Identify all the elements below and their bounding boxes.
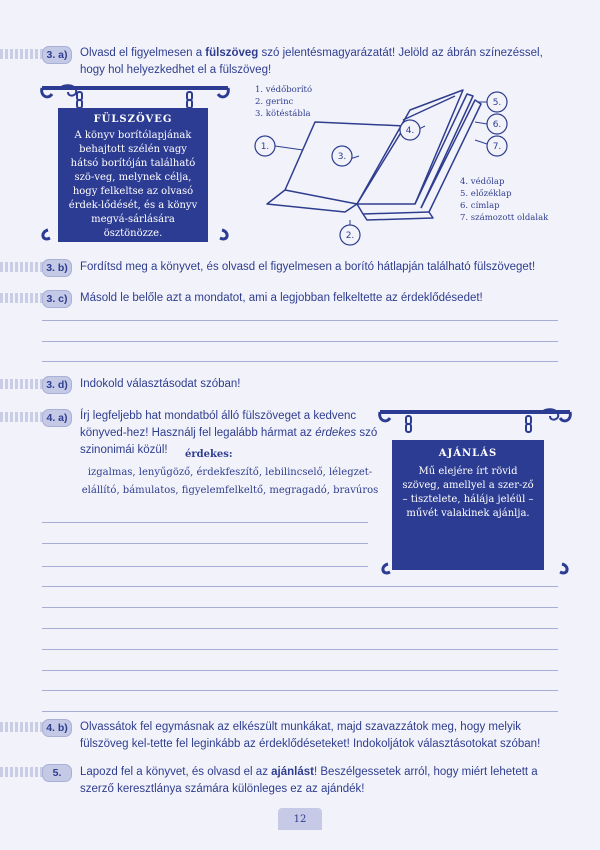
- writing-line[interactable]: [42, 361, 558, 362]
- badge-stripe: [0, 722, 44, 732]
- circle-7: 7.: [492, 142, 502, 152]
- task-5-text-bold: ajánlást: [271, 766, 314, 778]
- badge-stripe: [0, 379, 44, 389]
- task-4a-text-pre: Írj legfeljebb hat mondatból álló fülszöveget a kedvenc könyved-hez! Használj fel legalább hármat az: [80, 410, 357, 439]
- label-cimlap: 6. címlap: [460, 201, 500, 211]
- synonyms-line-1: izgalmas, lenyűgöző, érdekfeszítő, lebilincselő, lélegzet-: [87, 467, 373, 478]
- label-vedoborito: 1. védőborító: [255, 85, 313, 95]
- ajanlas-definition: Mű elejére írt rövid szöveg, amellyel a szer-ző – tisztelete, hálája jeléül – művét valakinek ajánlja.: [402, 466, 534, 519]
- circle-2: 2.: [345, 231, 355, 241]
- task-3c-text: Másold le belőle azt a mondatot, ami a legjobban felkeltette az érdeklődésedet!: [80, 292, 483, 304]
- task-3a-badge: 3. a): [42, 46, 72, 64]
- task-3a-text-post: szó jelentésmagyarázatát! Jelöld az ábrán színezéssel, hogy hol helyezkedhet el a fülszöveg!: [80, 47, 543, 76]
- writing-line[interactable]: [42, 607, 558, 608]
- task-3d-badge: 3. d): [42, 376, 72, 394]
- writing-line[interactable]: [42, 522, 368, 523]
- ajanlas-panel: [392, 440, 544, 570]
- task-4a-text-post: szó szinonimái közül!: [80, 427, 378, 456]
- label-vedolap: 4. védőlap: [460, 177, 505, 187]
- task-3b-text: Fordítsd meg a könyvet, és olvasd el figyelmesen a borító hátlapján található fülszöveget!: [80, 261, 536, 273]
- label-elozeklap: 5. előzéklap: [460, 189, 512, 199]
- writing-line[interactable]: [42, 690, 558, 691]
- task-3a-text-pre: Olvasd el figyelmesen a: [80, 47, 206, 59]
- writing-line[interactable]: [42, 670, 558, 671]
- badge-stripe: [0, 262, 44, 272]
- badge-stripe: [0, 293, 44, 303]
- task-3c-badge: 3. c): [42, 290, 72, 308]
- badge-stripe: [0, 49, 44, 59]
- task-3a-text: [80, 45, 570, 79]
- writing-line[interactable]: [42, 711, 558, 712]
- writing-line[interactable]: [42, 320, 558, 321]
- badge-stripe: [0, 767, 44, 777]
- page-number: 12: [278, 808, 322, 830]
- writing-line[interactable]: [42, 628, 558, 629]
- writing-line[interactable]: [42, 341, 558, 342]
- task-5-badge: 5.: [42, 764, 72, 782]
- writing-line[interactable]: [42, 586, 558, 587]
- circle-4: 4.: [405, 126, 415, 136]
- task-5-text: [80, 764, 570, 798]
- task-3d-text: Indokold választásodat szóban!: [80, 378, 241, 390]
- ajanlas-title: AJÁNLÁS: [438, 448, 498, 459]
- fulszoveg-title: FÜLSZÖVEG: [93, 114, 173, 125]
- circle-3: 3.: [337, 152, 347, 162]
- task-3b-badge: 3. b): [42, 259, 72, 277]
- task-4a-badge: 4. a): [42, 409, 72, 427]
- task-5-text-pre: Lapozd fel a könyvet, és olvasd el az: [80, 766, 272, 778]
- circle-1: 1.: [260, 142, 270, 152]
- fulszoveg-definition: A könyv borítólapjának behajtott szélén vagy hátsó borítóján található szö-veg, melynek célja, hogy felkeltse az olvasó érdek-lődését, és a könyv megvá-sárlására ösztönözze.: [68, 130, 198, 239]
- circle-6: 6.: [492, 120, 502, 130]
- task-5-text-post: ! Beszélgessetek arról, hogy miért lehetett a szerző keresztlánya számára különleges ez az ajándék!: [80, 766, 538, 795]
- task-4a-text-italic: érdekes: [315, 427, 357, 439]
- writing-line[interactable]: [42, 543, 368, 544]
- book-diagram: [245, 80, 515, 250]
- label-kotestabla: 3. kötéstábla: [255, 109, 311, 119]
- synonyms-title: érdekes:: [185, 449, 233, 460]
- task-4b-badge: 4. b): [42, 719, 72, 737]
- writing-line[interactable]: [42, 649, 558, 650]
- fulszoveg-panel: [58, 108, 208, 242]
- task-4b-text: Olvassátok fel egymásnak az elkészült munkákat, majd szavazzátok meg, hogy melyik fülszöveg kel-tette fel leginkább az érdeklődéseteket! Indokoljátok választásotokat szóban!: [80, 721, 541, 750]
- synonyms-list: [80, 464, 380, 500]
- label-gerinc: 2. gerinc: [255, 97, 294, 107]
- writing-line[interactable]: [42, 566, 368, 567]
- task-3a-text-bold: fülszöveg: [205, 47, 259, 59]
- circle-5: 5.: [492, 98, 502, 108]
- badge-stripe: [0, 412, 44, 422]
- synonyms-line-2: elállító, bámulatos, figyelemfelkeltő, megragadó, bravúros: [81, 485, 379, 496]
- label-szamozott-oldalak: 7. számozott oldalak: [460, 213, 549, 223]
